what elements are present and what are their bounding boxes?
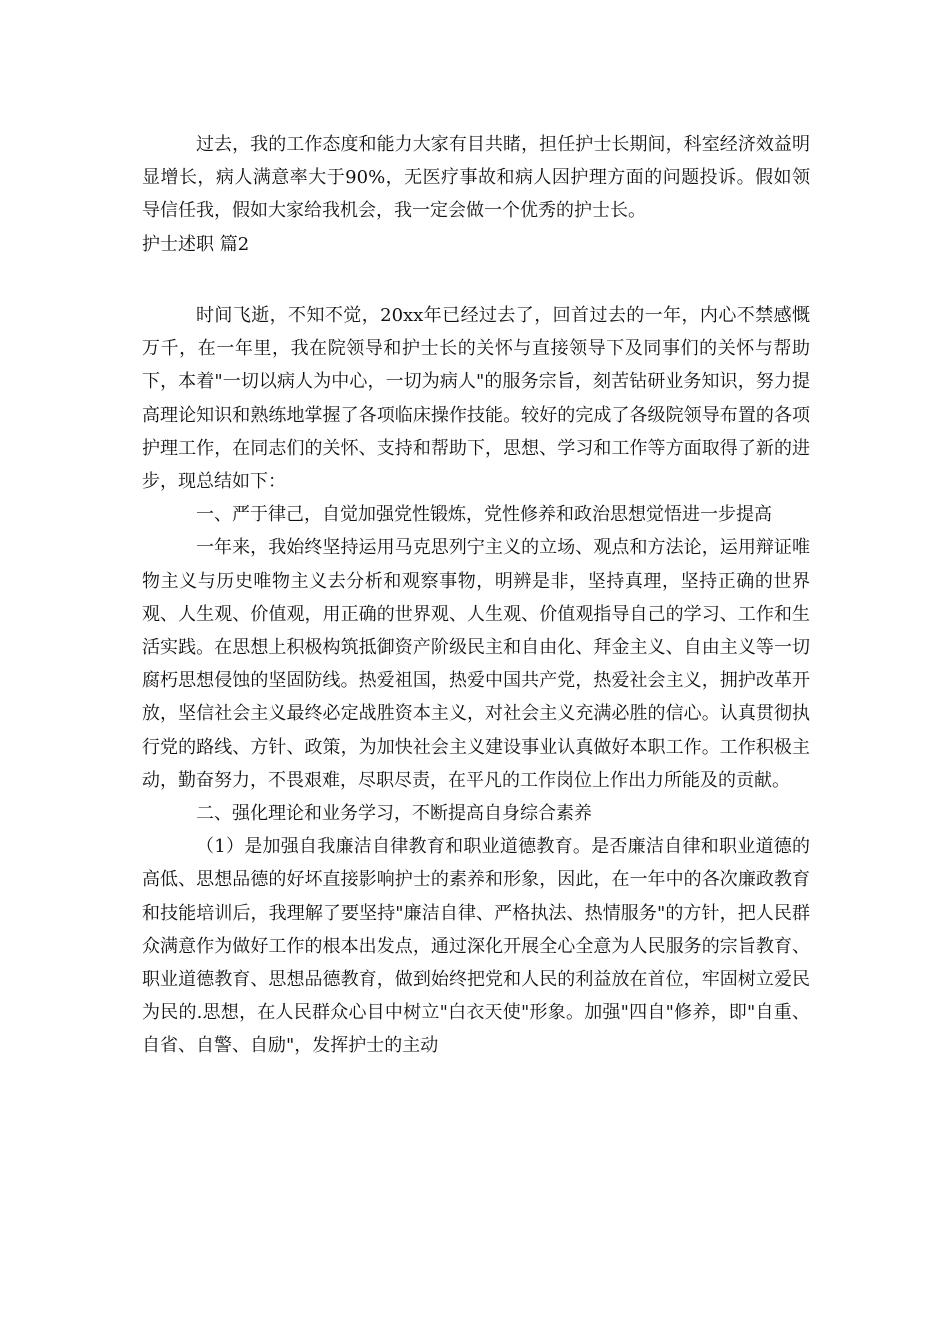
- heading-point-two: 二、强化理论和业务学习，不断提高自身综合素养: [196, 803, 592, 825]
- intro-section: [142, 128, 810, 261]
- section-title: 护士述职 篇2: [142, 233, 250, 255]
- paragraph-opening: 时间飞逝，不知不觉，20xx年已经过去了，回首过去的一年，内心不禁感慨万千，在一年里，我在院领导和护士长的关怀与直接领导下及同事们的关怀与帮助下，本着"一切以病人为中心，一切为病人"的服务宗旨，刻苦钻研业务知识，努力提高理论知识和熟练地掌握了各项临床操作技能。较好的完成了各级院领导布置的各项护理工作，在同志们的关怀、支持和帮助下，思想、学习和工作等方面取得了新的进步，现总结如下：: [142, 305, 810, 493]
- heading-point-one: 一、严于律己，自觉加强党性锻炼，党性修养和政治思想觉悟进一步提高: [196, 504, 772, 526]
- intro-paragraph: 过去，我的工作态度和能力大家有目共睹，担任护士长期间，科室经济效益明显增长，病人满意率大于90%，无医疗事故和病人因护理方面的问题投诉。假如领导信任我，假如大家给我机会，我一定会做一个优秀的护士长。: [142, 134, 810, 222]
- paragraph-point-one: 一年来，我始终坚持运用马克思列宁主义的立场、观点和方法论，运用辩证唯物主义与历史唯物主义去分析和观察事物，明辨是非，坚持真理，坚持正确的世界观、人生观、价值观，用正确的世界观、人生观、价值观指导自己的学习、工作和生活实践。在思想上积极构筑抵御资产阶级民主和自由化、拜金主义、自由主义等一切腐朽思想侵蚀的坚固防线。热爱祖国，热爱中国共产党，热爱社会主义，拥护改革开放，坚信社会主义最终必定战胜资本主义，对社会主义充满必胜的信心。认真贯彻执行党的路线、方针、政策，为加快社会主义建设事业认真做好本职工作。工作积极主动，勤奋努力，不畏艰难，尽职尽责，在平凡的工作岗位上作出力所能及的贡献。: [142, 537, 810, 791]
- body-section: [142, 299, 810, 1063]
- paragraph-point-two-item-one: （1）是加强自我廉洁自律教育和职业道德教育。是否廉洁自律和职业道德的高低、思想品德的好坏直接影响护士的素养和形象，因此，在一年中的各次廉政教育和技能培训后，我理解了要坚持"廉洁自律、严格执法、热情服务"的方针，把人民群众满意作为做好工作的根本出发点，通过深化开展全心全意为人民服务的宗旨教育、职业道德教育、思想品德教育，做到始终把党和人民的利益放在首位，牢固树立爱民为民的.思想，在人民群众心目中树立"白衣天使"形象。加强"四自"修养，即"自重、自省、自警、自励"，发挥护士的主动: [142, 836, 810, 1057]
